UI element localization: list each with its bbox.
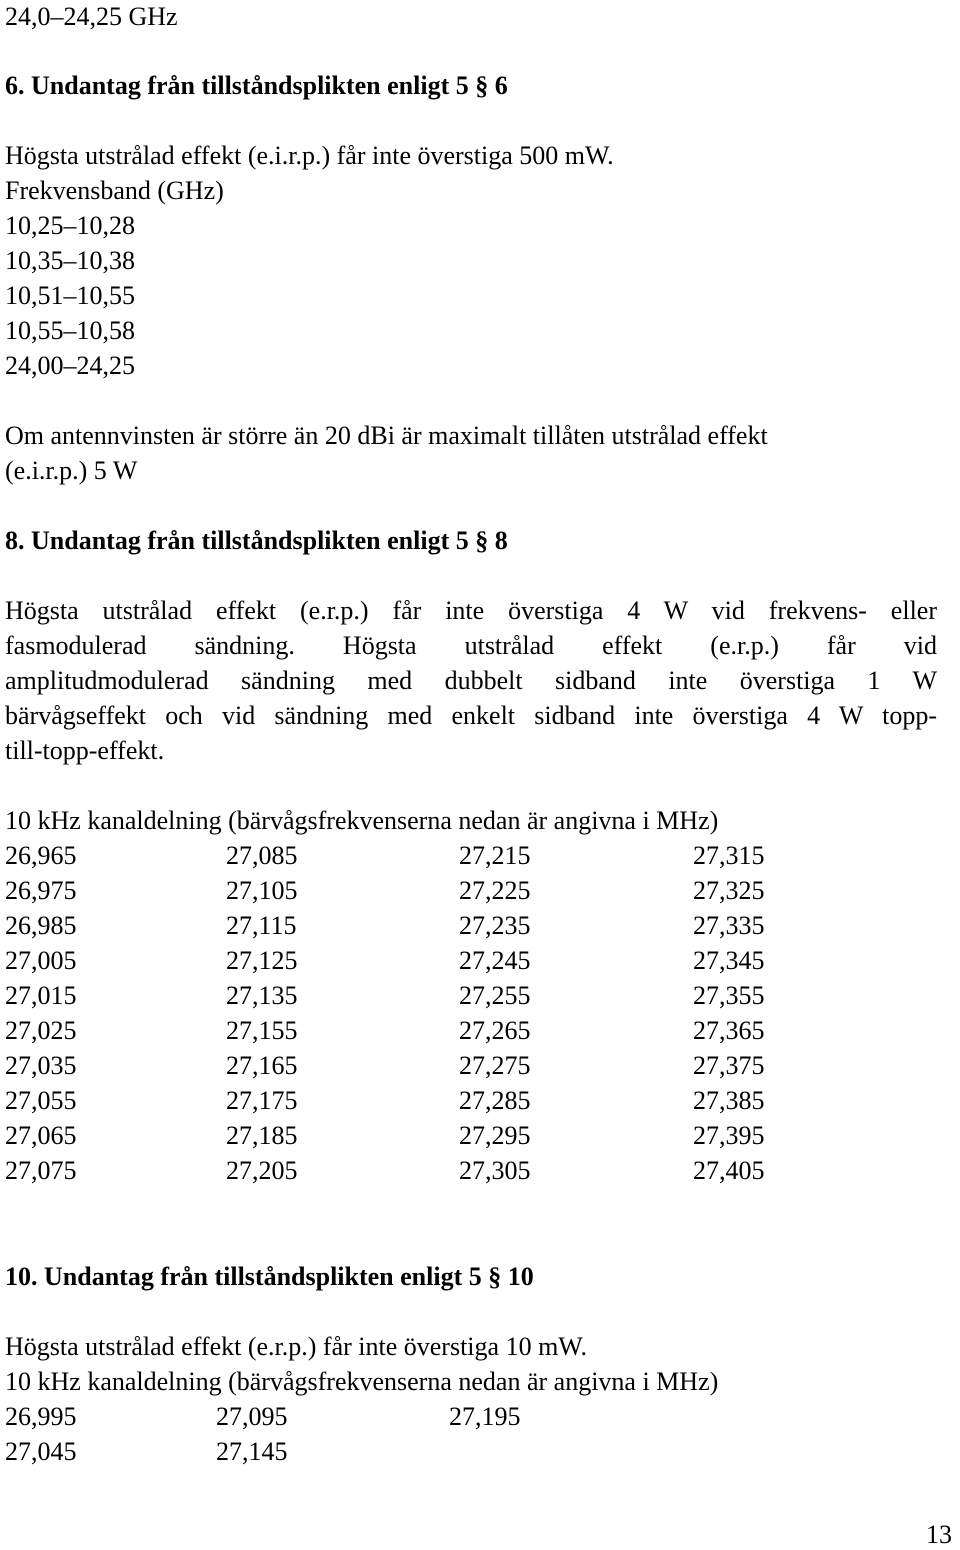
frequency-cell: 27,335 [693,911,765,940]
frequency-cell: 27,265 [459,1016,531,1045]
frequency-cell: 27,015 [5,981,77,1010]
frequency-cell: 26,995 [5,1402,77,1431]
frequency-cell: 27,095 [216,1402,288,1431]
frequency-cell: 27,055 [5,1086,77,1115]
section-8-paragraph-line: Högsta utstrålad effekt (e.r.p.) får inte överstiga 4 W vid frekvens- eller [5,596,937,625]
frequency-cell: 27,245 [459,946,531,975]
section-6-antenna-note: (e.i.r.p.) 5 W [5,456,138,485]
frequency-cell: 27,375 [693,1051,765,1080]
frequency-cell: 27,255 [459,981,531,1010]
frequency-cell: 27,225 [459,876,531,905]
frequency-cell: 26,965 [5,841,77,870]
section-8-table-caption: 10 kHz kanaldelning (bärvågsfrekvenserna nedan är angivna i MHz) [5,806,719,835]
frequency-cell: 27,025 [5,1016,77,1045]
frequency-cell: 27,195 [449,1402,521,1431]
frequency-cell: 27,205 [226,1156,298,1185]
frequency-cell: 27,275 [459,1051,531,1080]
frequency-cell: 27,365 [693,1016,765,1045]
frequency-cell: 27,355 [693,981,765,1010]
section-6-power-limit: Högsta utstrålad effekt (e.i.r.p.) får inte överstiga 500 mW. [5,141,614,170]
frequency-cell: 26,975 [5,876,77,905]
frequency-cell: 27,065 [5,1121,77,1150]
frequency-cell: 27,185 [226,1121,298,1150]
frequency-cell: 27,295 [459,1121,531,1150]
frequency-cell: 27,005 [5,946,77,975]
section-6-band: 10,55–10,58 [5,316,135,345]
frequency-cell: 27,085 [226,841,298,870]
frequency-cell: 27,385 [693,1086,765,1115]
section-8-paragraph-line: till-topp-effekt. [5,736,165,765]
section-8-paragraph-line: amplitudmodulerad sändning med dubbelt sidband inte överstiga 1 W [5,666,937,695]
section-6-band-label: Frekvensband (GHz) [5,176,224,205]
section-10-power-limit: Högsta utstrålad effekt (e.r.p.) får inte överstiga 10 mW. [5,1332,587,1361]
section-10-heading: 10. Undantag från tillståndsplikten enligt 5 § 10 [5,1262,534,1291]
frequency-cell: 27,405 [693,1156,765,1185]
section-6-heading: 6. Undantag från tillståndsplikten enligt 5 § 6 [5,71,508,100]
frequency-cell: 27,075 [5,1156,77,1185]
section-10-table-caption: 10 kHz kanaldelning (bärvågsfrekvenserna nedan är angivna i MHz) [5,1367,719,1396]
section-6-band: 10,25–10,28 [5,211,135,240]
frequency-cell: 27,125 [226,946,298,975]
frequency-cell: 27,395 [693,1121,765,1150]
section-6-band: 10,51–10,55 [5,281,135,310]
frequency-cell: 27,145 [216,1437,288,1466]
frequency-cell: 27,045 [5,1437,77,1466]
frequency-range-line: 24,0–24,25 GHz [5,2,178,31]
frequency-cell: 27,135 [226,981,298,1010]
section-6-band: 10,35–10,38 [5,246,135,275]
frequency-cell: 26,985 [5,911,77,940]
section-6-antenna-note: Om antennvinsten är större än 20 dBi är maximalt tillåten utstrålad effekt [5,421,768,450]
frequency-cell: 27,315 [693,841,765,870]
frequency-cell: 27,165 [226,1051,298,1080]
page-number: 13 [926,1520,952,1549]
frequency-cell: 27,215 [459,841,531,870]
frequency-cell: 27,235 [459,911,531,940]
frequency-cell: 27,115 [226,911,297,940]
frequency-cell: 27,155 [226,1016,298,1045]
frequency-cell: 27,035 [5,1051,77,1080]
frequency-cell: 27,175 [226,1086,298,1115]
frequency-cell: 27,305 [459,1156,531,1185]
section-8-paragraph-line: fasmodulerad sändning. Högsta utstrålad effekt (e.r.p.) får vid [5,631,937,660]
section-8-paragraph-line: bärvågseffekt och vid sändning med enkelt sidband inte överstiga 4 W topp- [5,701,937,730]
frequency-cell: 27,325 [693,876,765,905]
frequency-cell: 27,105 [226,876,298,905]
section-8-heading: 8. Undantag från tillståndsplikten enligt 5 § 8 [5,526,508,555]
section-6-band: 24,00–24,25 [5,351,135,380]
frequency-cell: 27,285 [459,1086,531,1115]
frequency-cell: 27,345 [693,946,765,975]
